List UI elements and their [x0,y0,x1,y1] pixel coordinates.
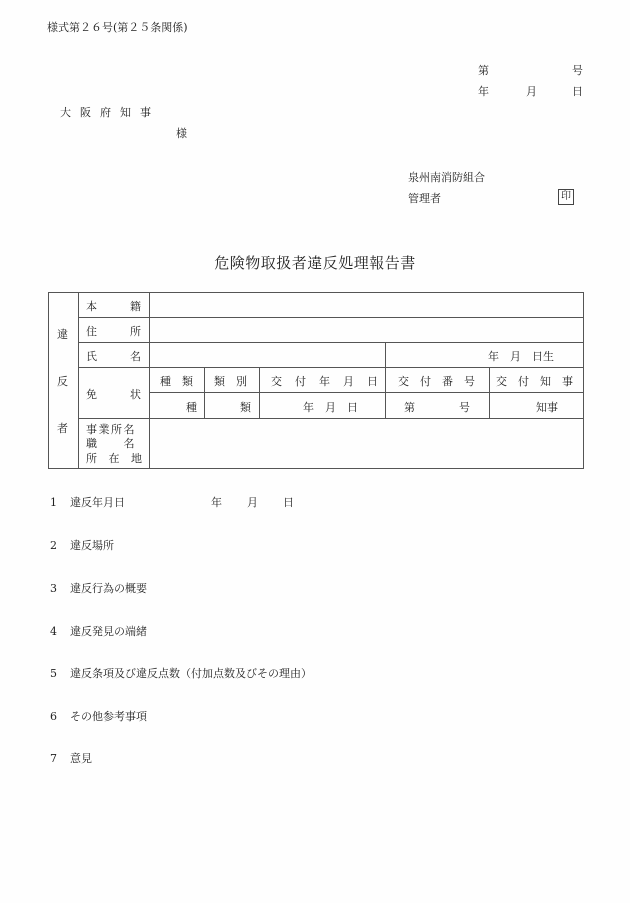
divider [78,367,583,368]
item-label: 違反場所 [70,539,114,552]
label-menjo-a: 免 [86,388,97,401]
label-jusho-a: 住 [86,325,97,338]
label-shimei-b: 名 [130,350,141,363]
item-number: 2 [50,539,57,552]
license-header-issuing-governor: 交 付 知 事 [496,375,573,388]
item-label: 違反発見の端緒 [70,625,147,638]
item-label: 違反年月日 [70,496,125,509]
label-job-title: 職 名 [86,437,136,450]
license-value-issue-date: 年 月 日 [303,401,358,414]
item-label: 違反行為の概要 [70,582,147,595]
divider [385,342,386,418]
license-value-governor: 知事 [536,401,558,414]
label-honseki-a: 本 [86,300,97,313]
label-jusho-b: 所 [130,325,141,338]
birthdate-label: 年 月 日生 [488,350,554,363]
doc-number-suffix: 号 [572,64,583,77]
divider [78,418,583,419]
manager-label: 管理者 [408,192,441,205]
document-title: 危険物取扱者違反処理報告書 [214,254,416,272]
divider [78,342,583,343]
license-header-class: 類 別 [214,375,247,388]
label-location: 所 在 地 [86,452,146,465]
date-day: 日 [572,85,583,98]
group-label-1: 違 [57,328,68,341]
item-number: 1 [50,496,57,509]
item-1-day: 日 [283,496,294,509]
item-number: 7 [50,752,57,765]
license-value-issue-number: 第 号 [404,401,470,414]
item-label: 違反条項及び違反点数（付加点数及びその理由） [70,667,312,680]
license-value-class: 類 [240,401,251,414]
item-label: その他参考事項 [70,710,147,723]
license-header-issue-date: 交 付 年 月 日 [271,375,379,388]
divider [149,292,150,468]
item-4 [50,623,147,639]
divider [78,292,79,468]
label-honseki-b: 籍 [130,300,141,313]
date-month: 月 [526,85,537,98]
item-1 [50,494,125,510]
license-header-issue-number: 交 付 番 号 [398,375,475,388]
date-year: 年 [478,85,489,98]
group-label-3: 者 [57,422,68,435]
group-label-2: 反 [57,375,68,388]
item-number: 5 [50,667,57,680]
organization: 泉州南消防組合 [408,171,485,184]
item-number: 3 [50,582,57,595]
item-number: 6 [50,710,57,723]
label-workplace-name: 事業所名 [86,423,136,436]
item-number: 4 [50,625,57,638]
honorific: 様 [176,127,187,140]
addressee: 大阪府知事 [60,106,160,119]
item-6 [50,708,147,724]
item-7 [50,750,92,766]
label-shimei-a: 氏 [86,350,97,363]
license-value-type: 種 [186,401,197,414]
item-1-month: 月 [247,496,258,509]
doc-number-prefix: 第 [478,64,489,77]
item-1-year: 年 [211,496,222,509]
form-number: 様式第２６号(第２５条関係) [47,21,188,34]
item-label: 意見 [70,752,92,765]
label-menjo-b: 状 [130,388,141,401]
license-header-type: 種 類 [160,375,193,388]
item-5 [50,665,312,681]
divider [78,317,583,318]
item-3 [50,580,147,596]
seal-mark: 印 [558,189,574,205]
item-2 [50,537,114,553]
divider [149,392,583,393]
